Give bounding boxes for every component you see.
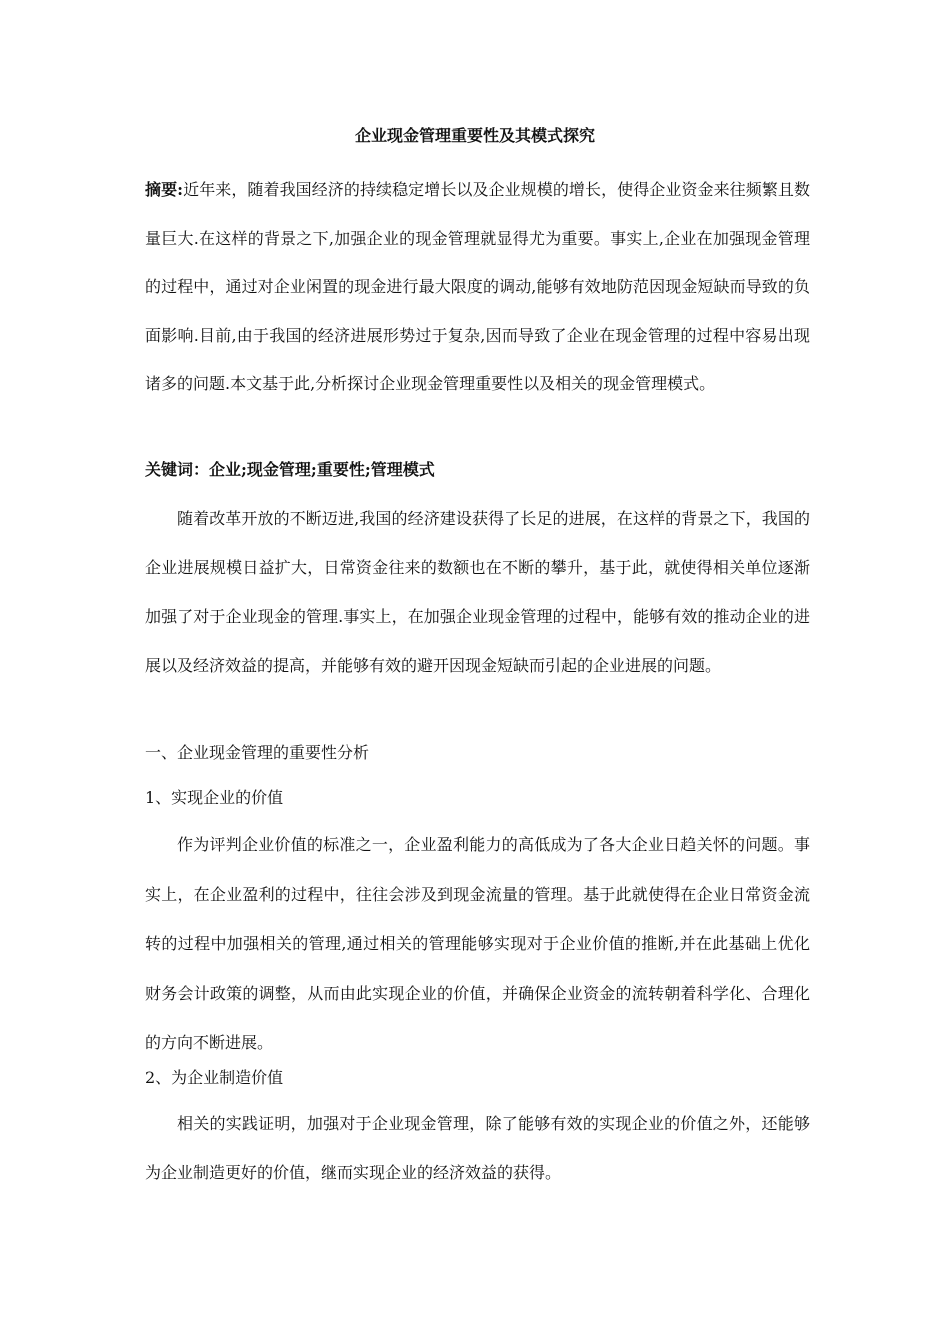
abstract-label: 摘要: — [145, 180, 184, 199]
abstract-paragraph — [145, 166, 810, 409]
intro-paragraph: 随着改革开放的不断迈进,我国的经济建设获得了长足的进展，在这样的背景之下，我国的企业进展规模日益扩大，日常资金往来的数额也在不断的攀升，基于此，就使得相关单位逐渐加强了对于企业现金的管理.事实上，在加强企业现金管理的过程中，能够有效的推动企业的进展以及经济效益的提高，并能够有效的避开因现金短缺而引起的企业进展的问题。 — [145, 509, 810, 675]
subsection-heading-2: 2、为企业制造价值 — [145, 1068, 284, 1087]
abstract-text: 近年来，随着我国经济的持续稳定增长以及企业规模的增长，使得企业资金来往频繁且数量巨大.在这样的背景之下,加强企业的现金管理就显得尤为重要。事实上,企业在加强现金管理的过程中，通过对企业闲置的现金进行最大限度的调动,能够有效地防范因现金短缺而导致的负面影响.目前,由于我国的经济进展形势过于复杂,因而导致了企业在现金管理的过程中容易出现诸多的问题.本文基于此,分析探讨企业现金管理重要性以及相关的现金管理模式。 — [145, 180, 810, 393]
document-title: 企业现金管理重要性及其模式探究 — [354, 126, 595, 145]
section-heading-1: 一、企业现金管理的重要性分析 — [145, 743, 370, 762]
subsection-1-paragraph: 作为评判企业价值的标准之一，企业盈利能力的高低成为了各大企业日趋关怀的问题。事实上，在企业盈利的过程中，往往会涉及到现金流量的管理。基于此就使得在企业日常资金流转的过程中加强相关的管理,通过相关的管理能够实现对于企业价值的推断,并在此基础上优化财务会计政策的调整，从而由此实现企业的价值，并确保企业资金的流转朝着科学化、合理化的方向不断进展。 — [145, 835, 810, 1052]
keywords-line: 关键词：企业;现金管理;重要性;管理模式 — [145, 460, 435, 479]
subsection-heading-1: 1、实现企业的价值 — [145, 788, 284, 807]
subsection-2-paragraph: 相关的实践证明，加强对于企业现金管理，除了能够有效的实现企业的价值之外，还能够为企业制造更好的价值，继而实现企业的经济效益的获得。 — [145, 1114, 810, 1182]
